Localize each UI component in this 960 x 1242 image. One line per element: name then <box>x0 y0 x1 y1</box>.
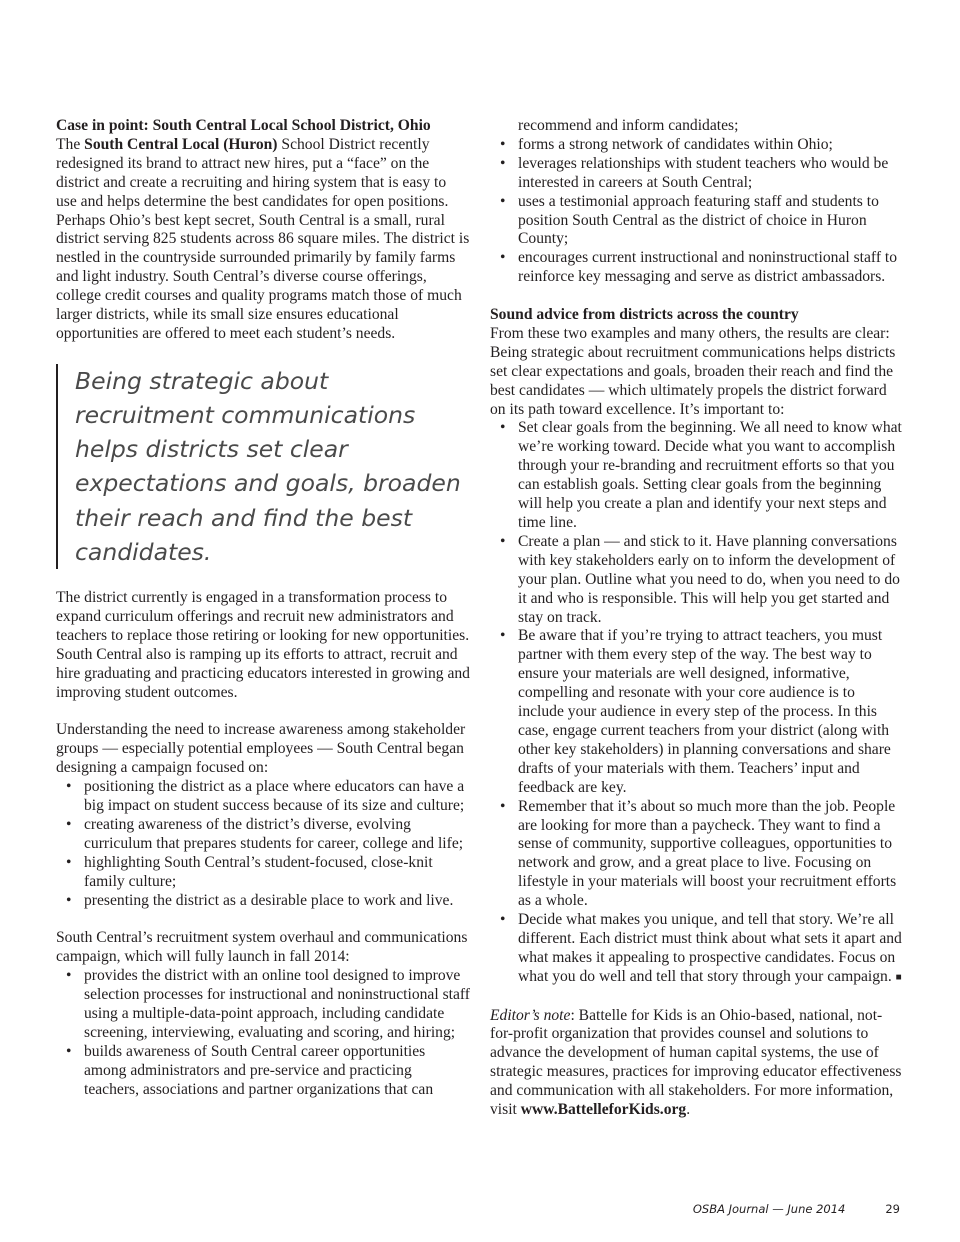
page-number: 29 <box>885 1202 900 1216</box>
system-bullet-list-continued <box>490 136 904 287</box>
list-item: • presenting the district as a desirable place to work and live. <box>84 892 470 911</box>
list-item: • Be aware that if you’re trying to attract teachers, you must partner with them every step of the way. The best way to ensure your materials are well designed, informative, compelling and resonate with your core audience is to include your audience in every step of the process. In this case, engage current teachers from your district (along with other key stakeholders) in planning conversations and share drafts of your materials with them. Teachers’ input and feedback are key. <box>518 627 904 797</box>
district-name-bold: South Central Local (Huron) <box>84 135 278 153</box>
case-heading: Case in point: South Central Local School District, Ohio <box>56 117 431 134</box>
right-column <box>490 117 904 1120</box>
editors-note <box>490 1007 904 1120</box>
transformation-paragraph: The district currently is engaged in a transformation process to expand curriculum offerings and recruit new administrators and teachers to replace those retiring or looking for new opportunities. South Central also is ramping up its efforts to attract, recruit and hire graduating and practicing educators interested in growing and improving student outcomes. <box>56 589 470 701</box>
system-bullet-list <box>56 967 470 1099</box>
list-item: • uses a testimonial approach featuring staff and students to position South Central as the district of choice in Huron County; <box>518 193 904 250</box>
journal-issue: OSBA Journal — June 2014 <box>692 1202 846 1216</box>
editors-note-label: Editor’s note <box>490 1006 571 1024</box>
case-intro-rest: School District recently redesigned its brand to attract new hires, put a “face” on the district and create a recruiting and hiring system that is easy to use and helps determine the best candidates for open positions. Perhaps Ohio’s best kept secret, South Central is a small, rural district serving 825 students across 86 square miles. The district is nestled in the countryside surrounded primarily by family farms and light industry. South Central’s diverse course offerings, college credit courses and quality programs match those of much larger districts, while its small size ensures educational opportunities are offered to meet each student’s needs. <box>56 135 470 342</box>
advice-heading: Sound advice from districts across the country <box>490 306 799 324</box>
list-item: • positioning the district as a place where educators can have a big impact on student success because of its size and culture; <box>84 778 470 816</box>
list-item: • Set clear goals from the beginning. We all need to know what we’re working toward. Decide what you want to accomplish through your re-branding and recruitment efforts so that you can establish goals. Setting clear goals from the beginning will help you create a plan and identify your next steps and time line. <box>518 419 904 532</box>
list-item: • leverages relationships with student teachers who would be interested in careers at South Central; <box>518 155 904 193</box>
list-item: • builds awareness of South Central career opportunities among administrators and pre-service and practicing teachers, associations and partner organizations that can <box>84 1043 470 1100</box>
campaign-bullet-list <box>56 778 470 910</box>
list-item: • creating awareness of the district’s diverse, evolving curriculum that prepares students for career, college and life; <box>84 816 470 854</box>
editors-note-end: . <box>686 1101 691 1119</box>
page-footer <box>693 1202 900 1216</box>
case-intro-paragraph <box>56 136 470 344</box>
list-item: • Remember that it’s about so much more than the job. People are looking for more than a paycheck. They want to find a sense of community, supportive colleagues, opportunities to network and grow, and a great place to live. Focusing on lifestyle in your materials will boost your recruitment efforts as a whole. <box>518 798 904 911</box>
left-column <box>56 117 470 1100</box>
list-item: • forms a strong network of candidates within Ohio; <box>518 136 904 155</box>
editors-note-text: : Battelle for Kids is an Ohio-based, national, not-for-profit organization that provides counsel and solutions to advance the development of human capital systems, the use of strategic measures, practices for improving educator effectiveness and communication with all stakeholders. For more information, visit <box>490 1006 902 1119</box>
website-link[interactable]: www.BattelleforKids.org <box>520 1101 687 1119</box>
advice-bullet-list <box>490 419 904 987</box>
pull-quote: Being strategic about recruitment communications helps districts set clear expectations and goals, broaden their reach and find the best candidates. <box>56 364 470 569</box>
campaign-intro: Understanding the need to increase awareness among stakeholder groups — especially potential employees — South Central began designing a campaign focused on: <box>56 721 466 777</box>
list-item: • Create a plan — and stick to it. Have planning conversations with key stakeholders early on to inform the development of your plan. Outline what you need to do, when you need to do it and who is responsible. This will help you get started and stay on track. <box>518 533 904 628</box>
advice-intro: From these two examples and many others, the results are clear: Being strategic about recruitment communications helps districts set clear expectations and goals, broaden their reach and find the best candidates — which ultimately propels the district forward on its path toward excellence. It’s important to: <box>490 324 896 418</box>
system-intro: South Central’s recruitment system overhaul and communications campaign, which will fully launch in fall 2014: <box>56 929 468 966</box>
end-mark: ■ <box>895 971 902 983</box>
list-item: • encourages current instructional and noninstructional staff to reinforce key messaging and serve as district ambassadors. <box>518 249 904 287</box>
case-intro-prefix: The <box>56 135 85 153</box>
list-item: • provides the district with an online tool designed to improve selection processes for instructional and noninstructional staff using a multiple-data-point approach, including candidate screening, interviewing, evaluating and scoring, and hiring; <box>84 967 470 1043</box>
list-item: • highlighting South Central’s student-focused, close-knit family culture; <box>84 854 470 892</box>
continued-text: recommend and inform candidates; <box>518 117 739 134</box>
last-advice-text: Decide what makes you unique, and tell that story. We’re all different. Each district must think about what sets it apart and what makes it appealing to prospective candidates. Focus on what you do well and tell that story through your campaign. <box>518 911 902 985</box>
list-item <box>518 911 904 988</box>
